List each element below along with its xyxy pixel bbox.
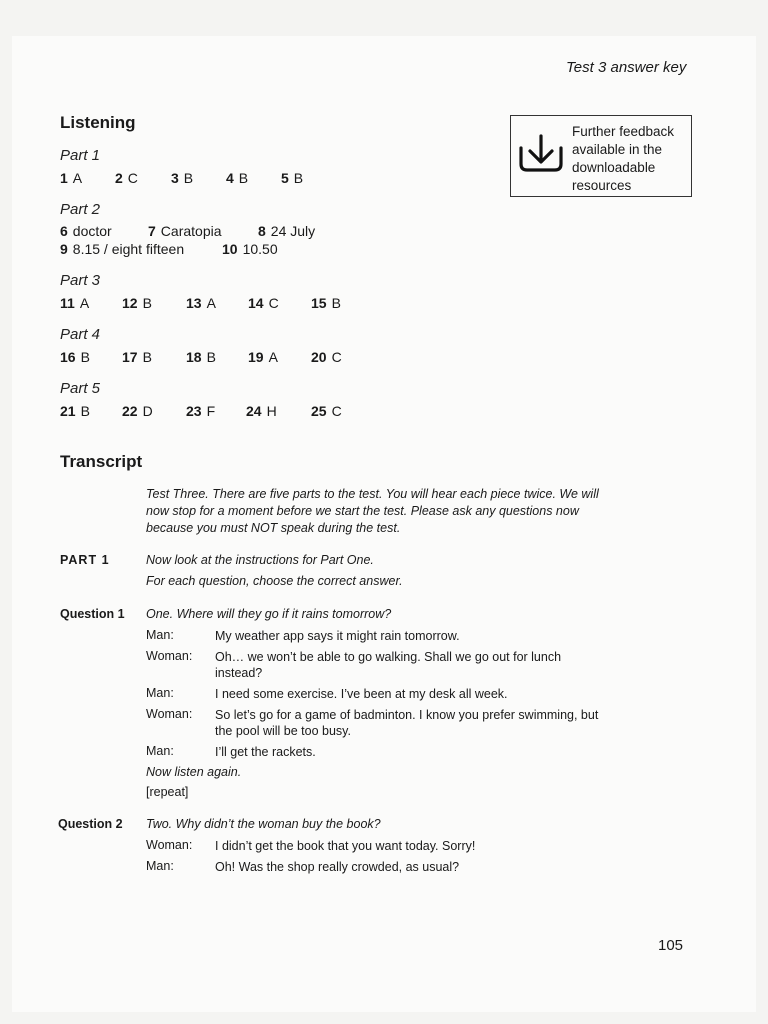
speaker-label: Man: bbox=[146, 628, 174, 642]
question-2-prompt: Two. Why didn’t the woman buy the book? bbox=[146, 817, 381, 831]
answer-item: 13 A bbox=[186, 295, 216, 311]
speaker-label: Man: bbox=[146, 744, 174, 758]
answer-item: 9 8.15 / eight fifteen bbox=[60, 241, 185, 257]
answer-item: 15 B bbox=[311, 295, 341, 311]
listen-again-text: Now listen again. bbox=[146, 765, 242, 779]
part-3-answers bbox=[60, 295, 360, 313]
part-4-answers bbox=[60, 349, 360, 367]
speaker-label: Woman: bbox=[146, 838, 193, 852]
listening-heading: Listening bbox=[60, 113, 136, 132]
question-1-label: Question 1 bbox=[60, 607, 125, 621]
answer-item: 21 B bbox=[60, 403, 90, 419]
answer-item: 23 F bbox=[186, 403, 216, 419]
download-icon bbox=[517, 134, 565, 174]
question-1-prompt: One. Where will they go if it rains tomorrow? bbox=[146, 607, 392, 621]
feedback-box bbox=[510, 115, 692, 197]
dialogue-line: Oh… we won’t be able to go walking. Shall we go out for lunch instead? bbox=[215, 650, 562, 680]
part-1-label: Part 1 bbox=[60, 147, 101, 164]
speaker-label: Man: bbox=[146, 686, 174, 700]
feedback-text bbox=[572, 123, 692, 195]
feedback-line: resources bbox=[572, 178, 632, 193]
answer-item: 16 B bbox=[60, 349, 90, 365]
dialogue-line: Oh! Was the shop really crowded, as usual? bbox=[215, 860, 460, 874]
transcript-heading: Transcript bbox=[60, 452, 143, 471]
speaker-label: Woman: bbox=[146, 707, 193, 721]
answer-item: 17 B bbox=[122, 349, 152, 365]
part-3-label: Part 3 bbox=[60, 272, 101, 289]
answer-item: 1 A bbox=[60, 170, 83, 186]
answer-item: 22 D bbox=[122, 403, 153, 419]
answer-item: 6 doctor bbox=[60, 223, 112, 239]
answer-item: 5 B bbox=[281, 170, 304, 186]
part-1-answers bbox=[60, 170, 360, 188]
part-4-label: Part 4 bbox=[60, 326, 101, 343]
part-2-label: Part 2 bbox=[60, 201, 101, 218]
page-header-title: Test 3 answer key bbox=[566, 59, 687, 76]
dialogue-line: I didn’t get the book that you want today. Sorry! bbox=[215, 839, 476, 853]
dialogue-line: My weather app says it might rain tomorrow. bbox=[215, 629, 460, 643]
dialogue-line: I need some exercise. I’ve been at my desk all week. bbox=[215, 687, 508, 701]
answer-item: 8 24 July bbox=[258, 223, 316, 239]
answer-item: 25 C bbox=[311, 403, 342, 419]
instruction-line: Now look at the instructions for Part One. bbox=[146, 553, 374, 567]
part-2-answers-row-1 bbox=[60, 223, 360, 241]
answer-item: 18 B bbox=[186, 349, 216, 365]
answer-item: 10 10.50 bbox=[222, 241, 278, 257]
question-2-label: Question 2 bbox=[58, 817, 123, 831]
answer-item: 4 B bbox=[226, 170, 249, 186]
feedback-line: available in the bbox=[572, 142, 663, 157]
part-2-answers-row-2 bbox=[60, 241, 360, 259]
repeat-text: [repeat] bbox=[146, 785, 189, 799]
dialogue-line: So let’s go for a game of badminton. I know you prefer swimming, but the pool will be too busy. bbox=[215, 708, 599, 738]
speaker-label: Woman: bbox=[146, 649, 193, 663]
dialogue-line: I’ll get the rackets. bbox=[215, 745, 316, 759]
answer-item: 12 B bbox=[122, 295, 152, 311]
feedback-line: downloadable bbox=[572, 160, 656, 175]
answer-item: 11 A bbox=[60, 295, 90, 311]
answer-item: 20 C bbox=[311, 349, 342, 365]
speaker-label: Man: bbox=[146, 859, 174, 873]
transcript-intro: Test Three. There are five parts to the test. You will hear each piece twice. We will now stop for a moment before we start the test. Please ask any questions now because you must NOT speak during the test. bbox=[146, 487, 599, 535]
answer-item: 14 C bbox=[248, 295, 279, 311]
instruction-line: For each question, choose the correct answer. bbox=[146, 574, 403, 588]
answer-item: 7 Caratopia bbox=[148, 223, 222, 239]
part-5-label: Part 5 bbox=[60, 380, 101, 397]
answer-item: 3 B bbox=[171, 170, 194, 186]
page-number: 105 bbox=[658, 937, 684, 954]
feedback-line: Further feedback bbox=[572, 124, 675, 139]
answer-item: 2 C bbox=[115, 170, 138, 186]
part-5-answers bbox=[60, 403, 360, 421]
part-1-transcript-label: PART 1 bbox=[60, 553, 110, 567]
answer-item: 19 A bbox=[248, 349, 278, 365]
answer-item: 24 H bbox=[246, 403, 277, 419]
